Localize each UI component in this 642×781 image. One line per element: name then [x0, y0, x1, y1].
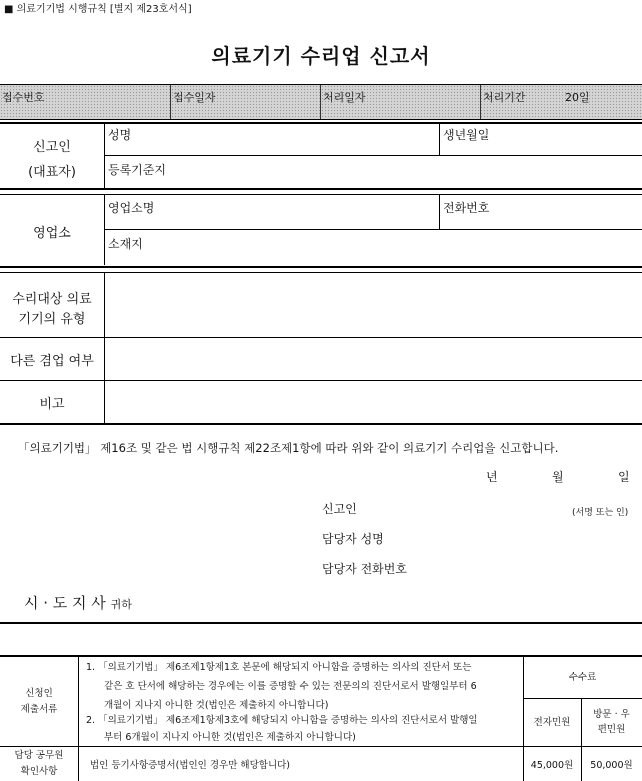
divider [0, 266, 642, 268]
receipt-date-label: 접수일자 [173, 91, 216, 104]
divider [0, 746, 642, 747]
applicant-section-label: 신고인 [33, 140, 71, 155]
reporter-label: 신고인 [322, 502, 357, 516]
repair-type-label-2: 기기의 유형 [18, 312, 86, 327]
addressee [24, 592, 132, 613]
form-header: ■ 의료기기법 시행규칙 [별지 제23호서식] [4, 4, 192, 15]
year-label: 년 [486, 470, 498, 484]
divider [0, 122, 642, 124]
receipt-date-field [170, 85, 320, 119]
business-name-label: 영업소명 [108, 201, 155, 215]
declaration-statement: 「의료기기법」 제16조 및 같은 법 시행규칙 제22조제1항에 따라 위와 같이 의료기기 수리업을 신고합니다. [18, 441, 559, 455]
officer-check-item: 법인 등기사항증명서(법인인 경우만 해당합니다) [90, 760, 291, 771]
page-title: 의료기기 수리업 신고서 [211, 44, 431, 68]
name-label: 성명 [108, 128, 132, 142]
month-label: 월 [552, 470, 564, 484]
divider [104, 229, 642, 230]
fee-label: 수수료 [568, 672, 597, 683]
divider [78, 656, 79, 781]
process-date-field [320, 85, 480, 119]
receipt-no-field [0, 85, 170, 119]
fee-electronic-value: 45,000원 [530, 760, 574, 771]
divider [439, 195, 440, 229]
day-label: 일 [618, 470, 630, 484]
divider [0, 188, 642, 190]
doc-item-2-line-1: 2. 「의료기기법」 제6조제1항제3호에 해당되지 아니함을 증명하는 의사의 진단서로서 발행일 [86, 715, 478, 726]
addressee-suffix: 귀하 [110, 598, 132, 611]
fee-visit-label-1: 방문 · 우 [593, 709, 630, 720]
remarks-label: 비고 [39, 397, 65, 412]
officer-phone-label: 담당자 전화번호 [322, 562, 407, 576]
doc-item-2-line-2: 부터 6개월이 지나지 아니한 것(법인은 제출하지 아니합니다) [104, 732, 356, 743]
process-period-field [480, 85, 642, 119]
addressee-title: 시 · 도 지 사 [24, 594, 106, 612]
divider [0, 380, 642, 381]
officer-check-label-2: 확인사항 [20, 766, 58, 777]
divider [0, 622, 642, 624]
officer-check-label-1: 담당 공무원 [14, 750, 64, 761]
fee-visit-label-2: 편민원 [597, 724, 626, 735]
address-label: 소재지 [108, 237, 143, 251]
divider [104, 195, 105, 265]
divider [0, 337, 642, 338]
other-business-label: 다른 겸업 여부 [10, 354, 94, 369]
birth-label: 생년월일 [443, 128, 490, 142]
applicant-docs-label-2: 제출서류 [20, 704, 58, 715]
fee-visit-value: 50,000원 [590, 760, 633, 771]
divider [523, 698, 642, 699]
phone-label: 전화번호 [443, 201, 490, 215]
process-period-label: 처리기간 [483, 91, 526, 104]
divider [439, 123, 440, 155]
divider [0, 423, 642, 425]
fee-electronic-label: 전자민원 [533, 717, 571, 728]
divider [104, 155, 642, 156]
receipt-no-label: 접수번호 [2, 91, 45, 104]
doc-item-1-line-2: 같은 호 단서에 해당하는 경우에는 이를 증명할 수 있는 전문의의 진단서로서 발행일부터 6 [104, 681, 477, 692]
process-period-value: 20일 [565, 91, 590, 104]
doc-item-1-line-1: 1. 「의료기기법」 제6조제1항제1호 본문에 해당되지 아니함을 증명하는 의사의 진단서 또는 [86, 662, 472, 673]
doc-item-1-line-3: 개월이 지나지 아니한 것(법인은 제출하지 아니합니다) [104, 700, 329, 711]
signature-note: (서명 또는 인) [572, 508, 629, 518]
applicant-docs-label-1: 신청인 [25, 688, 53, 699]
divider [104, 273, 105, 423]
repair-type-label-1: 수리대상 의료 [12, 292, 92, 307]
officer-name-label: 담당자 성명 [322, 532, 384, 546]
divider [0, 272, 642, 273]
business-section-label: 영업소 [33, 226, 71, 241]
receipt-bar [0, 84, 642, 120]
process-date-label: 처리일자 [323, 91, 366, 104]
divider [0, 194, 642, 195]
applicant-section-sub: (대표자) [28, 165, 76, 180]
divider [0, 655, 642, 657]
registration-label: 등록기준지 [108, 163, 166, 177]
